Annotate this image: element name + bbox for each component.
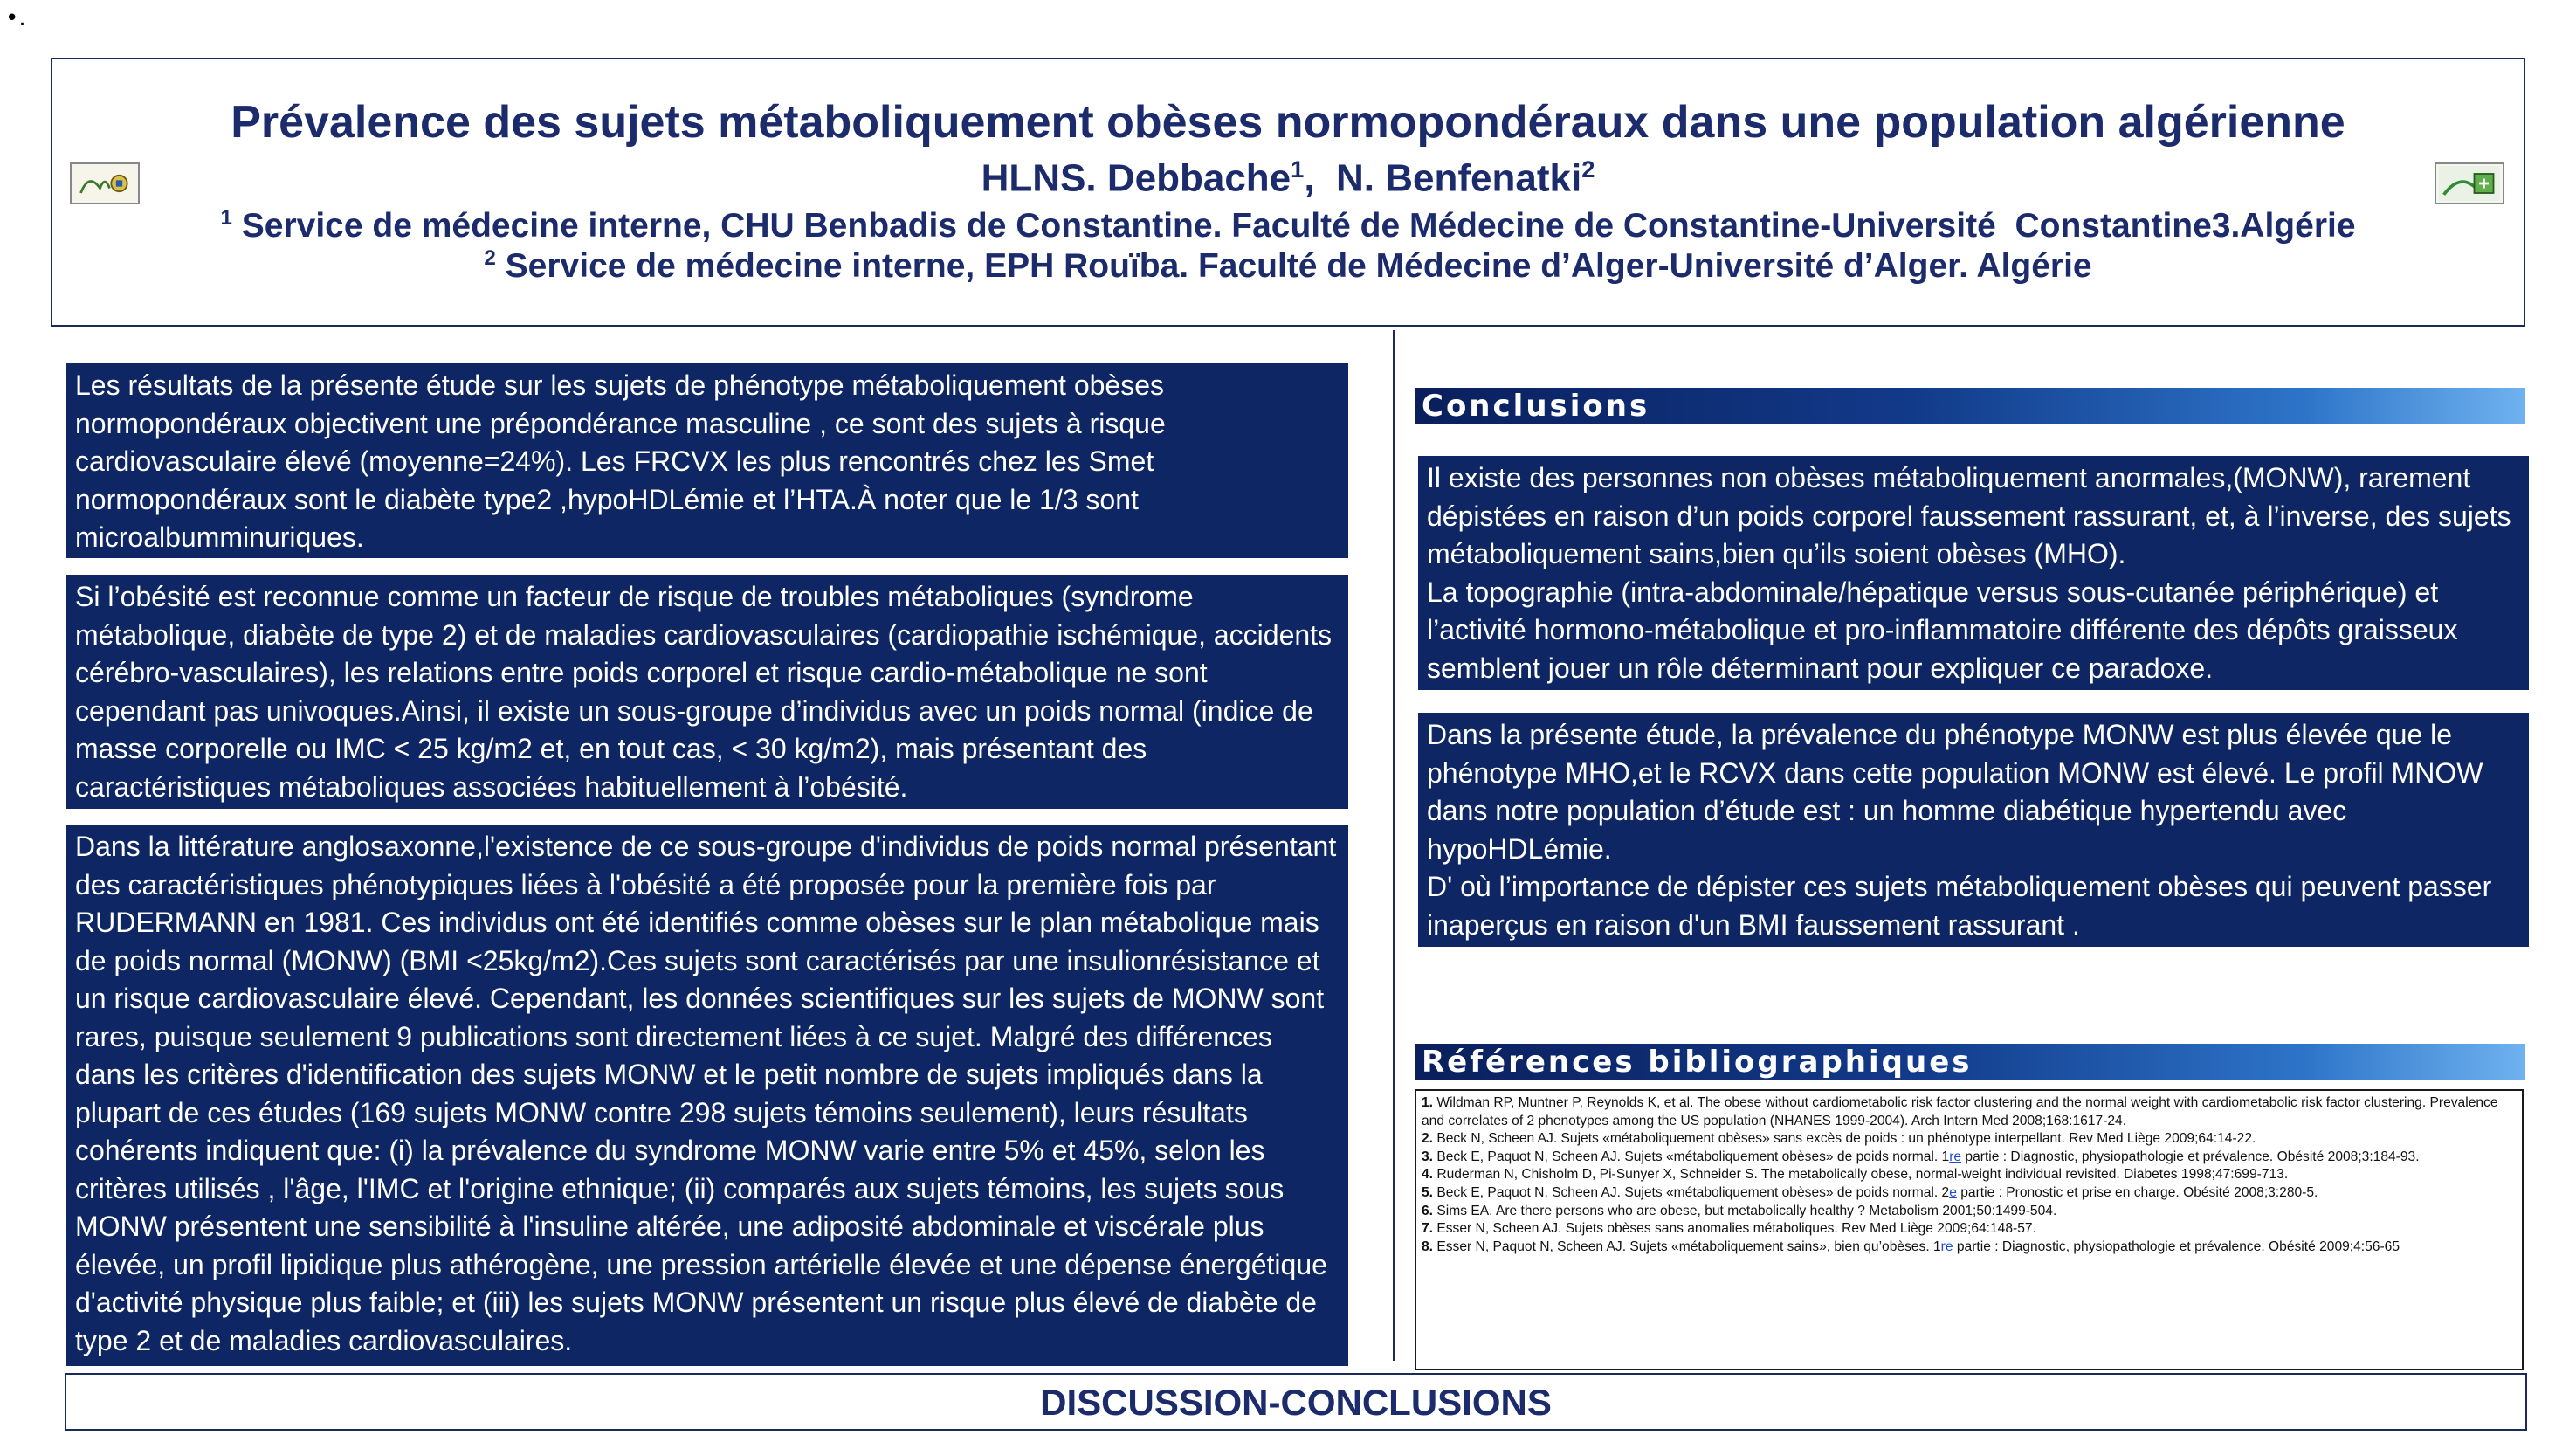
author-1: HLNS. Debbache xyxy=(981,156,1291,200)
affiliation-1 xyxy=(51,206,2525,245)
results-summary-box: Les résultats de la présente étude sur les sujets de phénotype métaboliquement obèses normopondéraux objectivent une prépondérance masculine , ce sont des sujets à risque cardiovasculaire élevé (moyenne=24%). Les FRCVX les plus rencontrés chez les Smet normopondéraux sont le diabète type2 ,hypoHDLémie et l’HTA.À noter que le 1/3 sont microalbumminuriques. xyxy=(66,363,1348,558)
reference-item: 6. Sims EA. Are there persons who are obese, but metabolically healthy ? Metabolism 2001;50:1499-504. xyxy=(1422,1203,2057,1218)
section-title: DISCUSSION-CONCLUSIONS xyxy=(1040,1382,1552,1423)
reference-item: 4. Ruderman N, Chisholm D, Pi-Sunyer X, Schneider S. The metabolically obese, normal-weight individual revisited. Diabetes 1998;47:699-713. xyxy=(1422,1167,2289,1183)
references-list xyxy=(1415,1089,2524,1370)
reference-link[interactable]: re xyxy=(1949,1149,1962,1164)
affiliation-2 xyxy=(51,246,2525,286)
references-heading: Références bibliographiques xyxy=(1415,1044,2525,1080)
reference-link[interactable]: e xyxy=(1949,1184,1957,1200)
author-2: N. Benfenatki xyxy=(1336,156,1582,200)
author-2-sup: 2 xyxy=(1581,155,1595,183)
reference-item: 5. Beck E, Paquot N, Scheen AJ. Sujets «métaboliquement obèses» de poids normal. 2e partie : Pronostic et prise en charge. Obésité 2008;3:280-5. xyxy=(1422,1184,2318,1200)
affiliation-1-sup: 1 xyxy=(220,206,232,230)
reference-item: 1. Wildman RP, Muntner P, Reynolds K, et al. The obese without cardiometabolic risk factor clustering and the normal weight with cardiometabolic risk factor clustering. Prevalence and correlates of 2 phenotypes among the US population (NHANES 1999-2004). Arch Intern Med 2008;168:1617-24. xyxy=(1422,1095,2498,1128)
author-1-sup: 1 xyxy=(1291,155,1305,183)
conclusions-box-2: Dans la présente étude, la prévalence du phénotype MONW est plus élevée que le phénotype MHO,et le RCVX dans cette population MONW est élevé. Le profil MNOW dans notre population d’étude est : un homme diabétique hypertendu avec hypoHDLémie. D' où l’importance de dépister ces sujets métaboliquement obèses qui peuvent passer inaperçus en raison d'un BMI faussement rassurant . xyxy=(1418,713,2529,947)
authors-line xyxy=(51,155,2525,201)
conclusions-box-1: Il existe des personnes non obèses métaboliquement anormales,(MONW), rarement dépistées en raison d’un poids corporel faussement rassurant, et, à l’inverse, des sujets métaboliquement sains,bien qu’ils soient obèses (MHO). La topographie (intra-abdominale/hépatique versus sous-cutanée périphérique) et l’activité hormono-métabolique et pro-inflammatoire différente des dépôts graisseux semblent jouer un rôle déterminant pour expliquer ce paradoxe. xyxy=(1418,456,2529,690)
author-separator: , xyxy=(1304,156,1337,200)
reference-item: 8. Esser N, Paquot N, Scheen AJ. Sujets «métaboliquement sains», bien qu’obèses. 1re partie : Diagnostic, physiopathologie et prévalence. Obésité 2009;4:56-65 xyxy=(1422,1239,2400,1254)
affiliation-2-text: Service de médecine interne, EPH Rouïba. Faculté de Médecine d’Alger-Université d’Alger. Algérie xyxy=(505,247,2092,285)
reference-item: 3. Beck E, Paquot N, Scheen AJ. Sujets «métaboliquement obèses» de poids normal. 1re partie : Diagnostic, physiopathologie et prévalence. Obésité 2008;3:184-93. xyxy=(1422,1149,2420,1164)
obesity-risk-box: Si l’obésité est reconnue comme un facteur de risque de troubles métaboliques (syndrome métabolique, diabète de type 2) et de maladies cardiovasculaires (cardiopathie ischémique, accidents cérébro-vasculaires), les relations entre poids corporel et risque cardio-métabolique ne sont cependant pas univoques.Ainsi, il existe un sous-groupe d’individus avec un poids normal (indice de masse corporelle ou IMC < 25 kg/m2 et, en tout cas, < 30 kg/m2), mais présentant des caractéristiques métaboliques associées habituellement à l’obésité. xyxy=(66,575,1348,809)
reference-link[interactable]: re xyxy=(1940,1239,1953,1254)
conclusions-heading: Conclusions xyxy=(1415,388,2525,424)
poster-title: Prévalence des sujets métaboliquement obèses normopondéraux dans une population algérienne xyxy=(231,97,2345,148)
reference-item: 2. Beck N, Scheen AJ. Sujets «métaboliquement obèses» sans excès de poids : un phénotype interpellant. Rev Med Liège 2009;64:14-22. xyxy=(1422,1131,2256,1147)
affiliation-1-text: Service de médecine interne, CHU Benbadis de Constantine. Faculté de Médecine de Constantine-Université Constantine3.Algérie xyxy=(241,207,2356,245)
column-divider xyxy=(1393,330,1395,1361)
literature-review-box: Dans la littérature anglosaxonne,l'existence de ce sous-groupe d'individus de poids normal présentant des caractéristiques phénotypiques liées à l'obésité a été proposée pour la première fois par RUDERMANN en 1981. Ces individus ont été identifiés comme obèses sur le plan métabolique mais de poids normal (MONW) (BMI <25kg/m2).Ces sujets sont caractérisés par une insulionrésistance et un risque cardiovasculaire élevé. Cependant, les données scientifiques sur les sujets de MONW sont rares, puisque seulement 9 publications sont directement liées à ce sujet. Malgré des différences dans les critères d'identification des sujets MONW et le petit nombre de sujets impliqués dans la plupart de ces études (169 sujets MONW contre 298 sujets témoins seulement), leurs résultats cohérents indiquent que: (i) la prévalence du syndrome MONW varie entre 5% et 45%, selon les critères utilisés , l'âge, l'IMC et l'origine ethnique; (ii) comparés aux sujets témoins, les sujets sous MONW présentent une sensibilité à l'insuline altérée, une adiposité abdominale et viscérale plus élevée, un profil lipidique plus athérogène, une pression artérielle élevée et une dépense énergétique d'activité physique plus faible; et (iii) les sujets MONW présentent un risque plus élevé de diabète de type 2 et de maladies cardiovasculaires. xyxy=(66,825,1348,1366)
reference-item: 7. Esser N, Scheen AJ. Sujets obèses sans anomalies métaboliques. Rev Med Liège 2009;64:148-57. xyxy=(1422,1221,2036,1237)
corner-mark: •. xyxy=(5,5,26,31)
affiliation-2-sup: 2 xyxy=(484,246,496,270)
